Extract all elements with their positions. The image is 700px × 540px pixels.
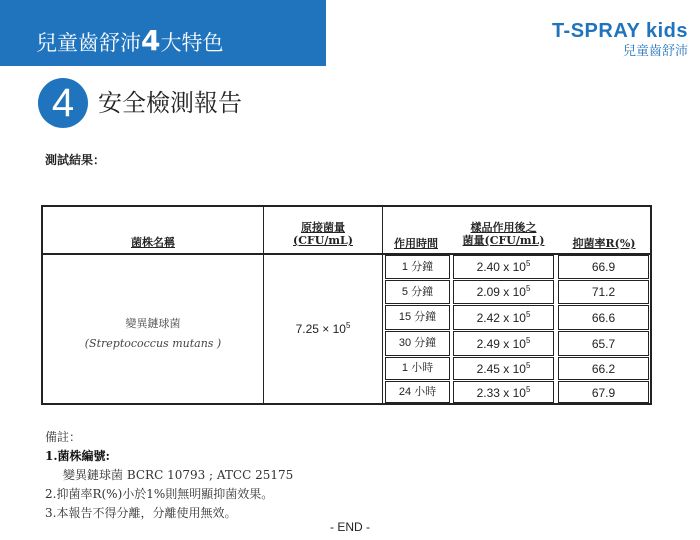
header-rate: 抑菌率R(%)	[572, 237, 636, 250]
results-table	[41, 205, 652, 405]
row-rate: 71.2	[591, 285, 616, 299]
row-time: 5 分鐘	[401, 286, 434, 298]
brand-subtitle: 兒童齒舒沛	[622, 44, 688, 59]
note-item-1-detail: 變異鏈球菌 BCRC 10793 ; ATCC 25175	[63, 468, 294, 482]
row-rate: 65.7	[591, 337, 616, 351]
note-item-1: 1.菌株編號:	[45, 449, 110, 463]
row-after-count: 2.49 x $10^5$	[476, 336, 531, 351]
row-time: 15 分鐘	[398, 311, 437, 323]
row-after-count: 2.09 x $10^5$	[476, 284, 531, 299]
banner-title	[36, 24, 224, 57]
row-time: 24 小時	[398, 386, 437, 398]
original-count: $7.25 \times 10^5$	[295, 321, 351, 336]
notes-heading: 備註：	[45, 430, 82, 444]
row-after-count: 2.33 x $10^5$	[476, 385, 531, 400]
row-after-count: 2.45 x $10^5$	[476, 361, 531, 376]
row-after-count: 2.40 x $10^5$	[476, 259, 531, 274]
row-time: 1 分鐘	[401, 261, 434, 273]
strain-name-cell	[43, 314, 263, 354]
banner-title-number: 4	[141, 24, 161, 57]
note-item-2: 2.抑菌率R(%)小於1%則無明顯抑菌效果。	[45, 487, 274, 501]
header-strain: 菌株名稱	[131, 236, 175, 249]
header-after: 樣品作用後之 菌量(CFU/mL)	[462, 221, 545, 247]
header-time: 作用時間	[394, 237, 438, 250]
section-title: 安全檢測報告	[98, 89, 242, 117]
brand-name: T-SPRAY kids	[551, 20, 688, 42]
note-item-3: 3.本報告不得分離，分離使用無效。	[45, 506, 237, 520]
table-col-rule	[382, 207, 383, 403]
header-original: 原接菌量 (CFU/mL)	[293, 221, 353, 247]
row-rate: 66.6	[591, 311, 616, 325]
strain-name: 變異鏈球菌	[125, 317, 181, 330]
brand-block	[552, 20, 688, 61]
row-time: 30 分鐘	[398, 337, 437, 349]
header-banner	[0, 0, 326, 66]
results-label: 測試結果：	[45, 153, 106, 167]
row-after-count: 2.42 x $10^5$	[476, 310, 531, 325]
notes	[45, 428, 293, 523]
row-rate: 66.9	[591, 260, 616, 274]
row-rate: 66.2	[591, 362, 616, 376]
strain-latin: (Streptococcus mutans )	[84, 337, 222, 350]
banner-title-suffix: 大特色	[160, 31, 224, 55]
banner-title-prefix: 兒童齒舒沛	[36, 31, 141, 55]
row-rate: 67.9	[591, 386, 616, 400]
row-time: 1 小時	[401, 362, 434, 374]
end-marker: - END -	[330, 520, 370, 534]
section-number-badge: 4	[38, 78, 88, 128]
